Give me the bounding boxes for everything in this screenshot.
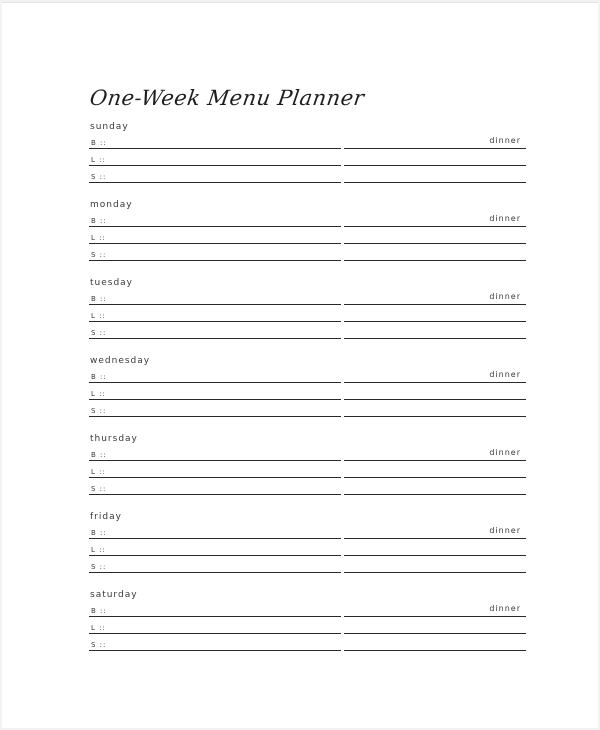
dinner-write-line[interactable] [344, 460, 526, 461]
meal-row-label: S :: [91, 563, 107, 571]
dinner-label: dinner [489, 136, 521, 145]
meal-write-line[interactable] [89, 616, 341, 617]
dinner-write-line[interactable] [344, 382, 526, 383]
meal-row-label: B :: [91, 529, 107, 537]
dinner-write-line[interactable] [344, 226, 526, 227]
meal-write-line[interactable] [89, 572, 341, 573]
dinner-write-line[interactable] [344, 304, 526, 305]
meal-write-line[interactable] [89, 416, 341, 417]
dinner-write-line[interactable] [344, 321, 526, 322]
meal-row-label: S :: [91, 251, 107, 259]
meal-write-line[interactable] [89, 226, 341, 227]
meal-write-line[interactable] [89, 260, 341, 261]
meal-row-label: S :: [91, 485, 107, 493]
meal-write-line[interactable] [89, 477, 341, 478]
meal-write-line[interactable] [89, 460, 341, 461]
dinner-write-line[interactable] [344, 260, 526, 261]
dinner-label: dinner [489, 370, 521, 379]
dinner-write-line[interactable] [344, 338, 526, 339]
meal-row-label: L :: [91, 390, 106, 398]
day-label: monday [90, 200, 133, 210]
meal-row-label: S :: [91, 329, 107, 337]
meal-row-label: L :: [91, 156, 106, 164]
dinner-write-line[interactable] [344, 477, 526, 478]
dinner-write-line[interactable] [344, 494, 526, 495]
meal-row-label: B :: [91, 607, 107, 615]
dinner-write-line[interactable] [344, 243, 526, 244]
meal-row-label: B :: [91, 451, 107, 459]
meal-write-line[interactable] [89, 182, 341, 183]
dinner-write-line[interactable] [344, 165, 526, 166]
meal-row-label: S :: [91, 407, 107, 415]
dinner-write-line[interactable] [344, 555, 526, 556]
meal-row-label: L :: [91, 624, 106, 632]
meal-write-line[interactable] [89, 538, 341, 539]
meal-write-line[interactable] [89, 338, 341, 339]
meal-row-label: B :: [91, 295, 107, 303]
meal-row-label: S :: [91, 173, 107, 181]
dinner-label: dinner [489, 526, 521, 535]
meal-write-line[interactable] [89, 382, 341, 383]
day-label: tuesday [90, 278, 134, 288]
meal-row-label: B :: [91, 373, 107, 381]
dinner-write-line[interactable] [344, 399, 526, 400]
meal-write-line[interactable] [89, 633, 341, 634]
meal-row-label: B :: [91, 139, 107, 147]
meal-row-label: L :: [91, 546, 106, 554]
day-label: thursday [90, 434, 138, 444]
day-label: sunday [90, 122, 129, 132]
meal-row-label: L :: [91, 234, 106, 242]
meal-write-line[interactable] [89, 165, 341, 166]
meal-write-line[interactable] [89, 304, 341, 305]
meal-write-line[interactable] [89, 494, 341, 495]
planner-page [2, 2, 598, 728]
dinner-write-line[interactable] [344, 633, 526, 634]
dinner-write-line[interactable] [344, 182, 526, 183]
dinner-label: dinner [489, 214, 521, 223]
meal-row-label: L :: [91, 312, 106, 320]
day-label: friday [90, 512, 122, 522]
day-label: saturday [90, 590, 138, 600]
meal-write-line[interactable] [89, 148, 341, 149]
dinner-write-line[interactable] [344, 650, 526, 651]
dinner-write-line[interactable] [344, 572, 526, 573]
dinner-write-line[interactable] [344, 416, 526, 417]
meal-write-line[interactable] [89, 650, 341, 651]
dinner-label: dinner [489, 292, 521, 301]
meal-write-line[interactable] [89, 321, 341, 322]
dinner-write-line[interactable] [344, 148, 526, 149]
dinner-write-line[interactable] [344, 538, 526, 539]
dinner-label: dinner [489, 604, 521, 613]
dinner-label: dinner [489, 448, 521, 457]
page-title: One-Week Menu Planner [88, 86, 366, 110]
day-label: wednesday [90, 356, 151, 366]
meal-write-line[interactable] [89, 243, 341, 244]
dinner-write-line[interactable] [344, 616, 526, 617]
meal-row-label: L :: [91, 468, 106, 476]
meal-write-line[interactable] [89, 555, 341, 556]
meal-row-label: B :: [91, 217, 107, 225]
meal-write-line[interactable] [89, 399, 341, 400]
meal-row-label: S :: [91, 641, 107, 649]
